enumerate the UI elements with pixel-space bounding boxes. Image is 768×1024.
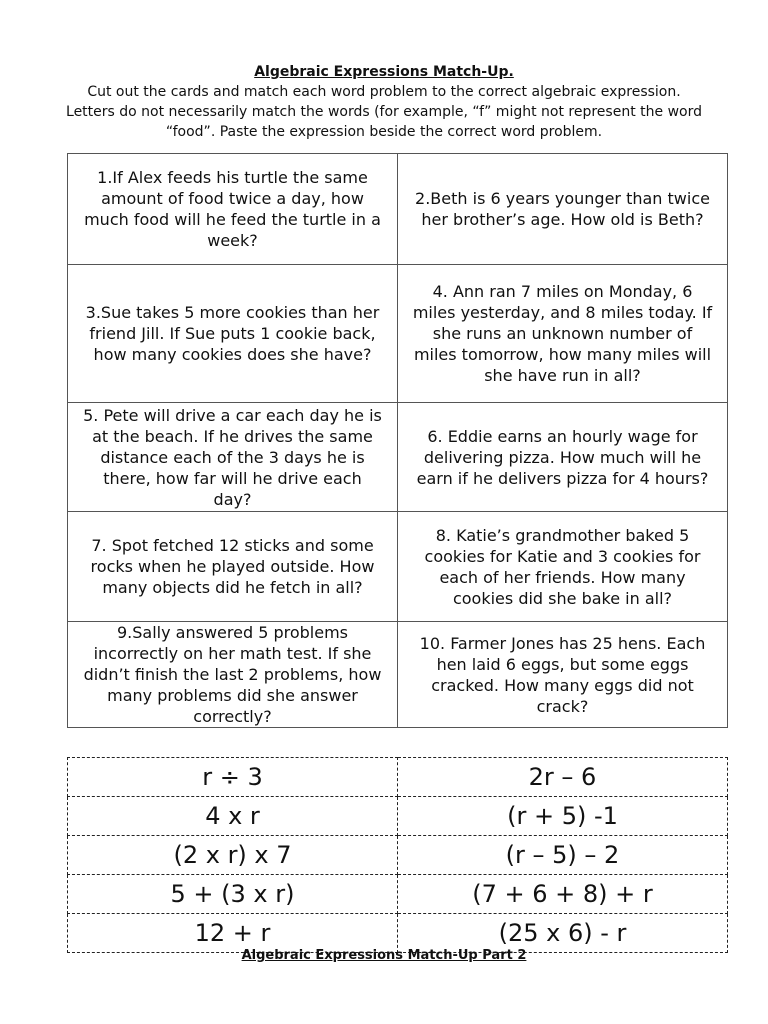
expression-card: (r + 5) -1 [398,797,728,836]
expression-cards-table [67,757,728,953]
word-problem-9: 9.Sally answered 5 problems incorrectly on her math test. If she didn’t finish the last 2 problems, how many problems did she answer correctly? [68,622,398,728]
word-problem-4: 4. Ann ran 7 miles on Monday, 6 miles yesterday, and 8 miles today. If she runs an unknown number of miles tomorrow, how many miles will she have run in all? [398,265,728,403]
word-problem-1: 1.If Alex feeds his turtle the same amount of food twice a day, how much food will he feed the turtle in a week? [68,154,398,265]
card-row [68,836,728,875]
table-row [68,403,728,512]
expression-card: 4 x r [68,797,398,836]
table-row [68,622,728,728]
expression-card: 12 + r [68,914,398,953]
instructions-text: Cut out the cards and match each word problem to the correct algebraic expression. Letters do not necessarily match the words (for example, “f” might not represent the word “food”. Paste the expression beside the correct word problem. [66,84,702,140]
word-problem-5: 5. Pete will drive a car each day he is at the beach. If he drives the same distance each of the 3 days he is there, how far will he drive each day? [68,403,398,512]
expression-card: (2 x r) x 7 [68,836,398,875]
expression-card: r ÷ 3 [68,758,398,797]
table-row [68,154,728,265]
card-row [68,797,728,836]
expression-card: (7 + 6 + 8) + r [398,875,728,914]
expression-card: (25 x 6) - r [398,914,728,953]
word-problem-6: 6. Eddie earns an hourly wage for delivering pizza. How much will he earn if he delivers pizza for 4 hours? [398,403,728,512]
expression-card: (r – 5) – 2 [398,836,728,875]
word-problem-2: 2.Beth is 6 years younger than twice her brother’s age. How old is Beth? [398,154,728,265]
table-row [68,512,728,622]
worksheet-title: Algebraic Expressions Match-Up. [254,64,514,80]
word-problem-3: 3.Sue takes 5 more cookies than her friend Jill. If Sue puts 1 cookie back, how many cookies does she have? [68,265,398,403]
word-problem-7: 7. Spot fetched 12 sticks and some rocks when he played outside. How many objects did he fetch in all? [68,512,398,622]
card-row [68,914,728,953]
part-2-heading: Algebraic Expressions Match-Up Part 2 [241,948,527,963]
expression-card: 5 + (3 x r) [68,875,398,914]
table-row [68,265,728,403]
card-row [68,875,728,914]
word-problem-10: 10. Farmer Jones has 25 hens. Each hen laid 6 eggs, but some eggs cracked. How many eggs did not crack? [398,622,728,728]
word-problem-8: 8. Katie’s grandmother baked 5 cookies for Katie and 3 cookies for each of her friends. How many cookies did she bake in all? [398,512,728,622]
word-problems-table [67,153,728,728]
expression-card: 2r – 6 [398,758,728,797]
card-row [68,758,728,797]
